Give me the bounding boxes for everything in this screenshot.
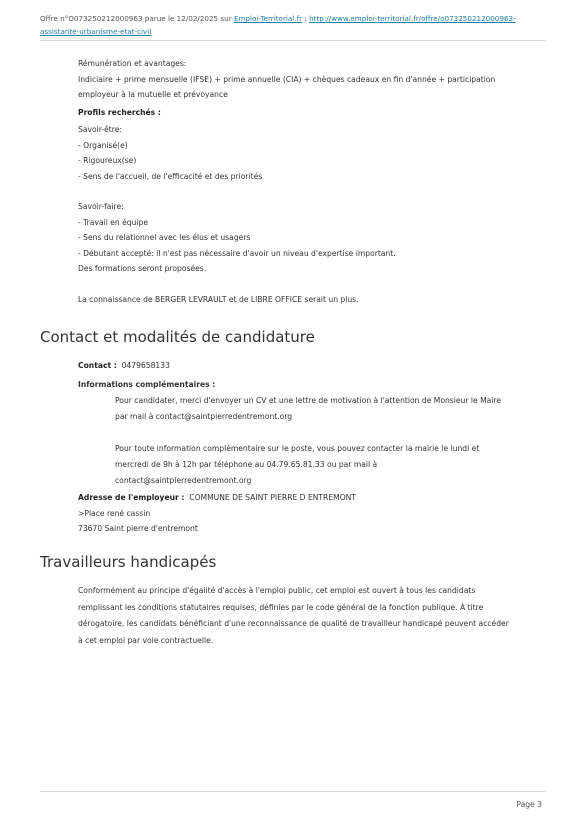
footer-divider [40, 791, 546, 792]
list-item: Des formations seront proposées. [78, 264, 207, 273]
paragraph-line: dérogatoire, les candidats bénéficiant d'une reconnaissance de qualité de travailleur handicapé peuvent accéder [78, 619, 509, 628]
list-item: - Travail en équipe [78, 217, 149, 227]
paragraph-line: Conformément au principe d'égalité d'accès à l'emploi public, cet emploi est ouvert à tous les candidats [78, 586, 476, 595]
header-separator: : [302, 14, 310, 23]
offer-url-part2: assistante-urbanisme-etat-civil [40, 27, 152, 36]
contact-phone: 0479658133 [121, 361, 170, 370]
list-item: - Débutant accepté: il n'est pas nécessaire d'avoir un niveau d'expertise important. [78, 248, 396, 258]
savoir-etre-label: Savoir-être: [78, 125, 122, 134]
address-line: >Place rené cassin [78, 508, 151, 518]
remuneration-text-2: employeur à la mutuelle et prévoyance [78, 90, 228, 99]
list-item: - Rigoureux(se) [78, 156, 137, 165]
address-label: Adresse de l'employeur : [78, 493, 185, 502]
info-text: Pour candidater, merci d'envoyer un CV et une lettre de motivation à l'attention de Monsieur le Maire [115, 396, 502, 405]
site-link[interactable]: Emploi-Territorial.fr [233, 14, 303, 23]
paragraph-line: remplissant les conditions statutaires requises, définies par le code général de la fonction publique. À titre [78, 602, 484, 612]
savoir-faire-label: Savoir-faire: [78, 202, 124, 211]
remuneration-text-1: Indiciaire + prime mensuelle (IFSE) + prime annuelle (CIA) + chèques cadeaux en fin d'année + participation [78, 74, 496, 84]
info-block [115, 393, 501, 489]
list-item: - Sens de l'accueil, de l'efficacité et des priorités [78, 171, 263, 181]
offer-url-part1: http://www.emploi-territorial.fr/offre/o073250212000963- [309, 14, 516, 23]
contact-label: Contact : [78, 361, 117, 370]
info-text: par mail à contact@saintpierredentremont.org [115, 412, 293, 421]
handicap-text [78, 583, 509, 649]
info-label: Informations complémentaires : [78, 380, 216, 389]
job-details [78, 56, 548, 307]
offer-ref: Offre n°O073250212000963 parue le 12/02/2025 sur [40, 14, 234, 23]
remuneration-label: Rémunération et avantages: [78, 59, 187, 68]
handicap-section-title: Travailleurs handicapés [40, 553, 217, 571]
page-number: Page 3 [516, 800, 542, 809]
paragraph-line: à cet emploi par voie contractuelle. [78, 635, 214, 645]
profiles-title: Profils recherchés : [78, 107, 161, 117]
list-item: - Sens du relationnel avec les élus et usagers [78, 233, 251, 242]
knowledge-text: La connaissance de BERGER LEVRAULT et de LIBRE OFFICE serait un plus. [78, 294, 359, 304]
contact-section-title: Contact et modalités de candidature [40, 328, 315, 346]
list-item: - Organisé(e) [78, 140, 128, 150]
address-block [78, 490, 356, 537]
employer-name: COMMUNE DE SAINT PIERRE D ENTREMONT [189, 493, 356, 502]
info-text: Pour toute information complémentaire sur le poste, vous pouvez contacter la mairie le lundi et [115, 444, 480, 453]
contact-line [78, 358, 170, 374]
address-line: 73670 Saint pierre d'entremont [78, 524, 198, 533]
info-text: contact@saintpierredentremont.org [115, 476, 252, 485]
page-header [40, 12, 546, 41]
info-text: mercredi de 9h à 12h par téléphone au 04.79.65.81.33 ou par mail à [115, 460, 378, 469]
